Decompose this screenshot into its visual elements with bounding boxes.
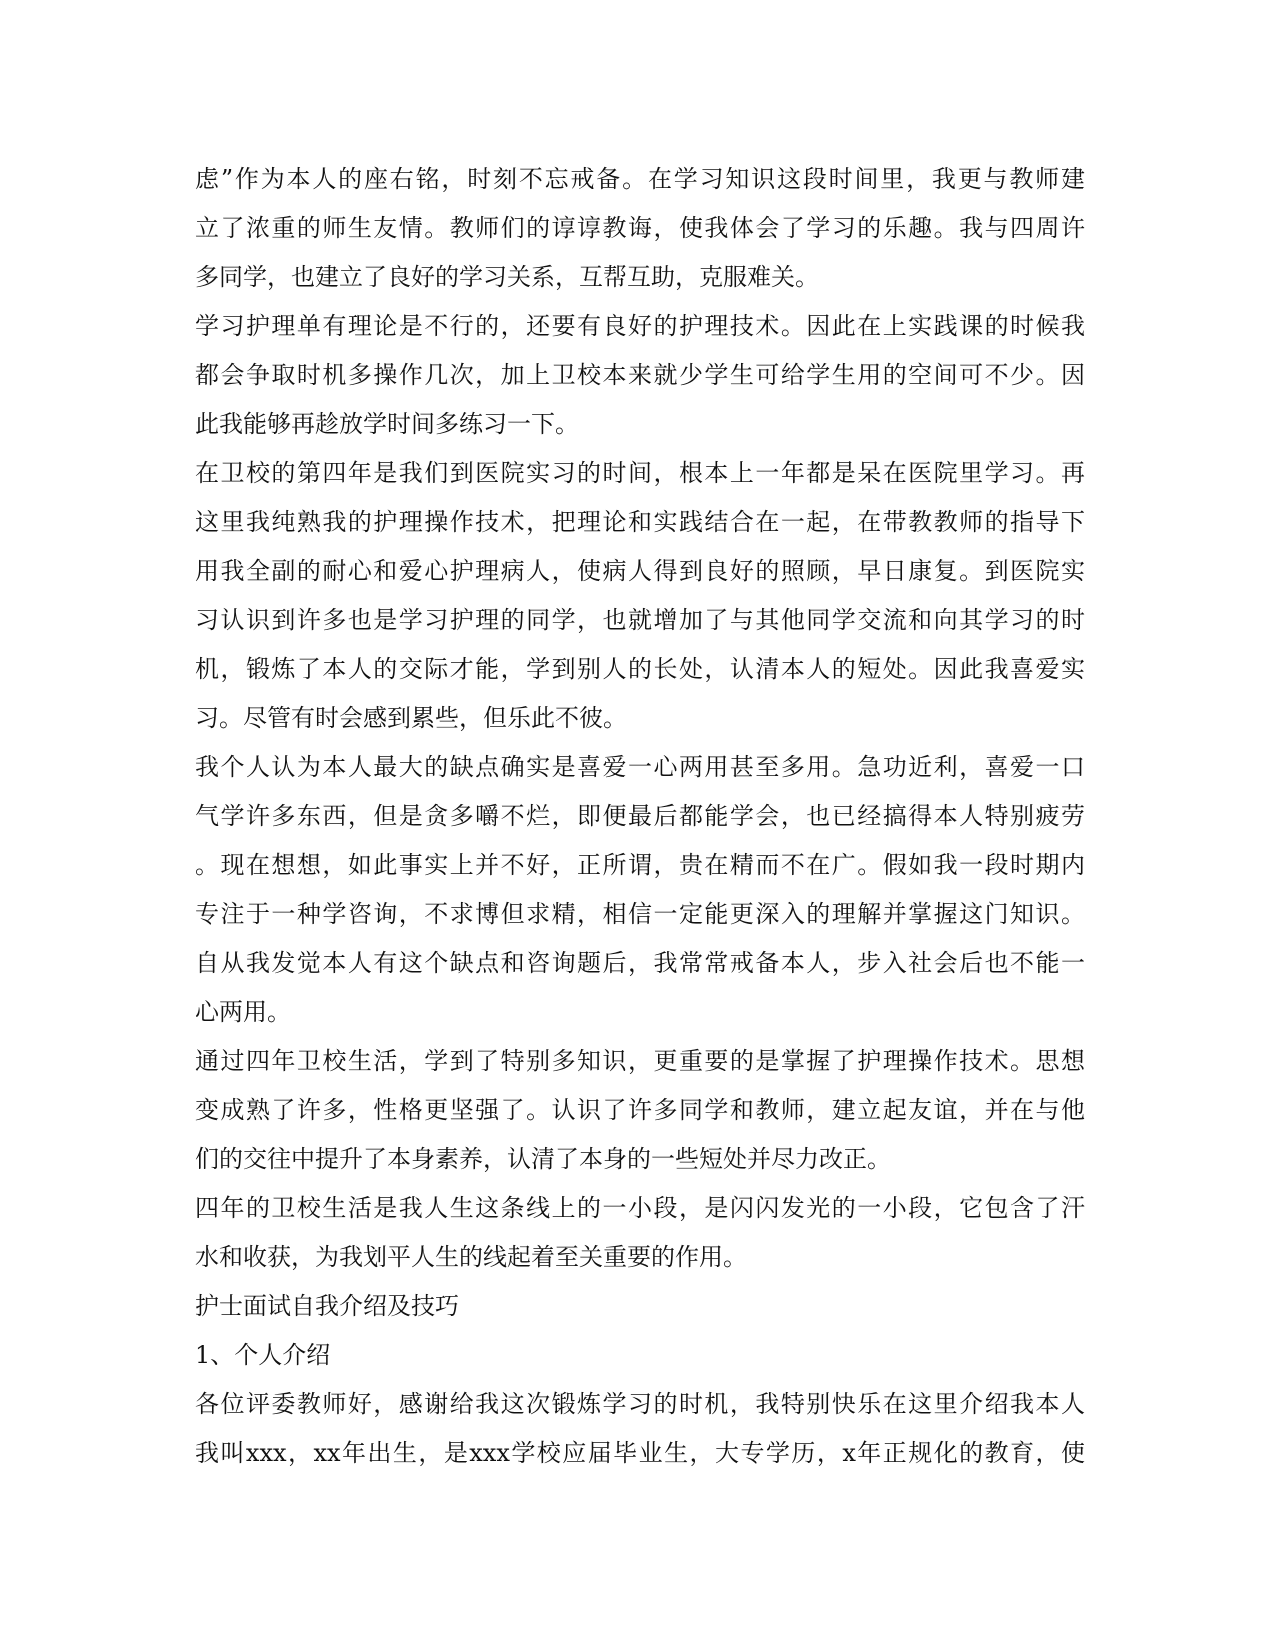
text-line: 机，锻炼了本人的交际才能，学到别人的长处，认清本人的短处。因此我喜爱实 [195,655,1085,683]
text-line: 。现在想想，如此事实上并不好，正所谓，贵在精而不在广。假如我一段时期内 [195,851,1085,879]
section-heading: 护士面试自我介绍及技巧 [195,1292,459,1320]
text-line: 多同学，也建立了良好的学习关系，互帮互助，克服难关。 [195,263,819,291]
text-line: 用我全副的耐心和爱心护理病人，使病人得到良好的照顾，早日康复。到医院实 [195,557,1085,585]
text-line: 变成熟了许多，性格更坚强了。认识了许多同学和教师，建立起友谊，并在与他 [195,1096,1085,1124]
text-line: 我个人认为本人最大的缺点确实是喜爱一心两用甚至多用。急功近利，喜爱一口 [195,753,1085,781]
text-line: 立了浓重的师生友情。教师们的谆谆教诲，使我体会了学习的乐趣。我与四周许 [195,214,1085,242]
text-line: 在卫校的第四年是我们到医院实习的时间，根本上一年都是呆在医院里学习。再 [195,459,1085,487]
text-line: 习认识到许多也是学习护理的同学，也就增加了与其他同学交流和向其学习的时 [195,606,1085,634]
text-line: 气学许多东西，但是贪多嚼不烂，即便最后都能学会，也已经搞得本人特别疲劳 [195,802,1085,830]
text-line: 心两用。 [195,998,291,1026]
text-line: 水和收获，为我划平人生的线起着至关重要的作用。 [195,1243,747,1271]
text-line: 都会争取时机多操作几次，加上卫校本来就少学生可给学生用的空间可不少。因 [195,361,1085,389]
text-line: 们的交往中提升了本身素养，认清了本身的一些短处并尽力改正。 [195,1145,891,1173]
text-line: 我叫xxx，xx年出生，是xxx学校应届毕业生，大专学历，x年正规化的教育，使 [195,1439,1085,1467]
text-line: 此我能够再趁放学时间多练习一下。 [195,410,579,438]
text-line: 各位评委教师好，感谢给我这次锻炼学习的时机，我特别快乐在这里介绍我本人 [195,1390,1085,1418]
text-line: 这里我纯熟我的护理操作技术，把理论和实践结合在一起，在带教教师的指导下 [195,508,1085,536]
document-body [195,155,1085,1478]
text-line: 专注于一种学咨询，不求博但求精，相信一定能更深入的理解并掌握这门知识。 [195,900,1085,928]
subsection-heading: 1、个人介绍 [195,1341,331,1369]
text-line: 四年的卫校生活是我人生这条线上的一小段，是闪闪发光的一小段，它包含了汗 [195,1194,1085,1222]
text-line: 自从我发觉本人有这个缺点和咨询题后，我常常戒备本人，步入社会后也不能一 [195,949,1085,977]
text-line: 习。尽管有时会感到累些，但乐此不彼。 [195,704,627,732]
text-line: 通过四年卫校生活，学到了特别多知识，更重要的是掌握了护理操作技术。思想 [195,1047,1085,1075]
text-line: 学习护理单有理论是不行的，还要有良好的护理技术。因此在上实践课的时候我 [195,312,1085,340]
text-line: 虑”作为本人的座右铭，时刻不忘戒备。在学习知识这段时间里，我更与教师建 [195,165,1085,193]
